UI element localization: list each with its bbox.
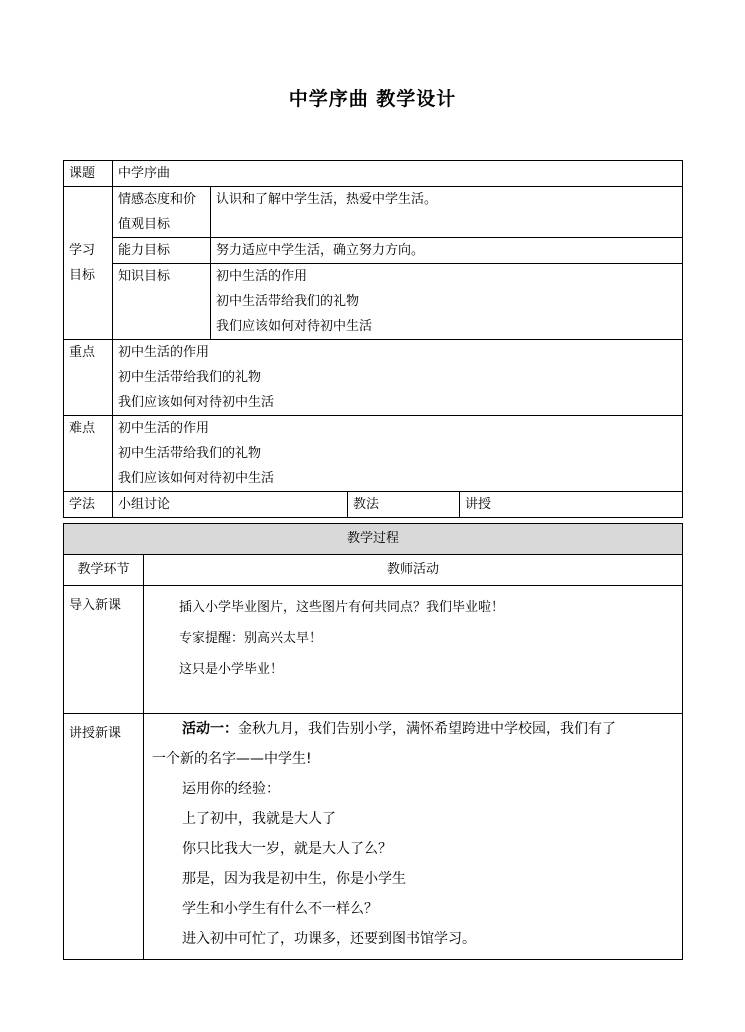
list-item: 初中生活带给我们的礼物	[118, 370, 262, 385]
intro-stage: 导入新课	[64, 586, 144, 714]
list-item: 初中生活的作用	[216, 269, 308, 284]
process-table	[63, 523, 683, 960]
teach-method-value: 讲授	[460, 492, 683, 518]
activity-line: 插入小学毕业图片，这些图片有何共同点？我们毕业啦！	[179, 600, 505, 615]
emotion-goal-value: 认识和了解中学生活，热爱中学生活。	[211, 187, 683, 238]
ability-goal-value: 努力适应中学生活，确立努力方向。	[211, 238, 683, 264]
teach-activity	[144, 714, 683, 960]
list-item: 我们应该如何对待初中生活	[118, 471, 275, 486]
activity-text: 金秋九月，我们告别小学，满怀希望跨进中学校园，我们有了	[238, 721, 616, 737]
intro-row	[64, 586, 683, 714]
key-points-list	[113, 340, 683, 416]
emotion-goal-row	[64, 187, 683, 238]
study-method-value: 小组讨论	[113, 492, 348, 518]
list-item: 我们应该如何对待初中生活	[118, 395, 275, 410]
teach-row	[64, 714, 683, 960]
activity-line: 那是，因为我是初中生，你是小学生	[182, 871, 406, 887]
page-title: 中学序曲 教学设计	[288, 88, 457, 110]
activity-line: 运用你的经验：	[182, 781, 280, 797]
lesson-row	[64, 161, 683, 187]
process-header: 教学过程	[64, 524, 683, 555]
methods-row	[64, 492, 683, 518]
activity-line: 你只比我大一岁，就是大人了么？	[182, 841, 392, 857]
activity-line: 一个新的名字——中学生!	[152, 751, 312, 767]
key-points-row	[64, 340, 683, 416]
process-columns-row	[64, 555, 683, 586]
lesson-label: 课题	[64, 161, 113, 187]
list-item: 我们应该如何对待初中生活	[216, 319, 373, 334]
list-item: 初中生活带给我们的礼物	[216, 294, 360, 309]
key-points-label: 重点	[64, 340, 113, 416]
list-item: 初中生活带给我们的礼物	[118, 446, 262, 461]
difficulties-label: 难点	[64, 416, 113, 492]
ability-goal-row	[64, 238, 683, 264]
activity-line	[152, 714, 676, 744]
knowledge-goal-list	[211, 264, 683, 340]
difficulties-list	[113, 416, 683, 492]
ability-goal-label: 能力目标	[113, 238, 211, 264]
knowledge-goal-row	[64, 264, 683, 340]
activity-column-header: 教师活动	[144, 555, 683, 586]
study-method-label: 学法	[64, 492, 113, 518]
activity-line: 上了初中，我就是大人了	[182, 811, 336, 827]
stage-column-header: 教学环节	[64, 555, 144, 586]
list-item: 初中生活的作用	[118, 421, 210, 436]
activity-line: 专家提醒：别高兴太早！	[179, 631, 323, 646]
activity-line: 进入初中可忙了，功课多，还要到图书馆学习。	[182, 931, 476, 947]
process-header-row	[64, 524, 683, 555]
activity-line: 这只是小学毕业！	[179, 662, 284, 677]
teach-method-label: 教法	[348, 492, 460, 518]
knowledge-goal-label: 知识目标	[113, 264, 211, 340]
lesson-info-table	[63, 160, 683, 518]
lesson-value: 中学序曲	[113, 161, 683, 187]
list-item: 初中生活的作用	[118, 345, 210, 360]
intro-activity	[144, 586, 683, 714]
goals-label: 学习 目标	[64, 187, 113, 340]
difficulties-row	[64, 416, 683, 492]
activity-line: 学生和小学生有什么不一样么？	[182, 901, 378, 917]
teach-stage: 讲授新课	[64, 714, 144, 960]
activity-label: 活动一：	[182, 721, 238, 737]
emotion-goal-label: 情感态度和价 值观目标	[113, 187, 211, 238]
